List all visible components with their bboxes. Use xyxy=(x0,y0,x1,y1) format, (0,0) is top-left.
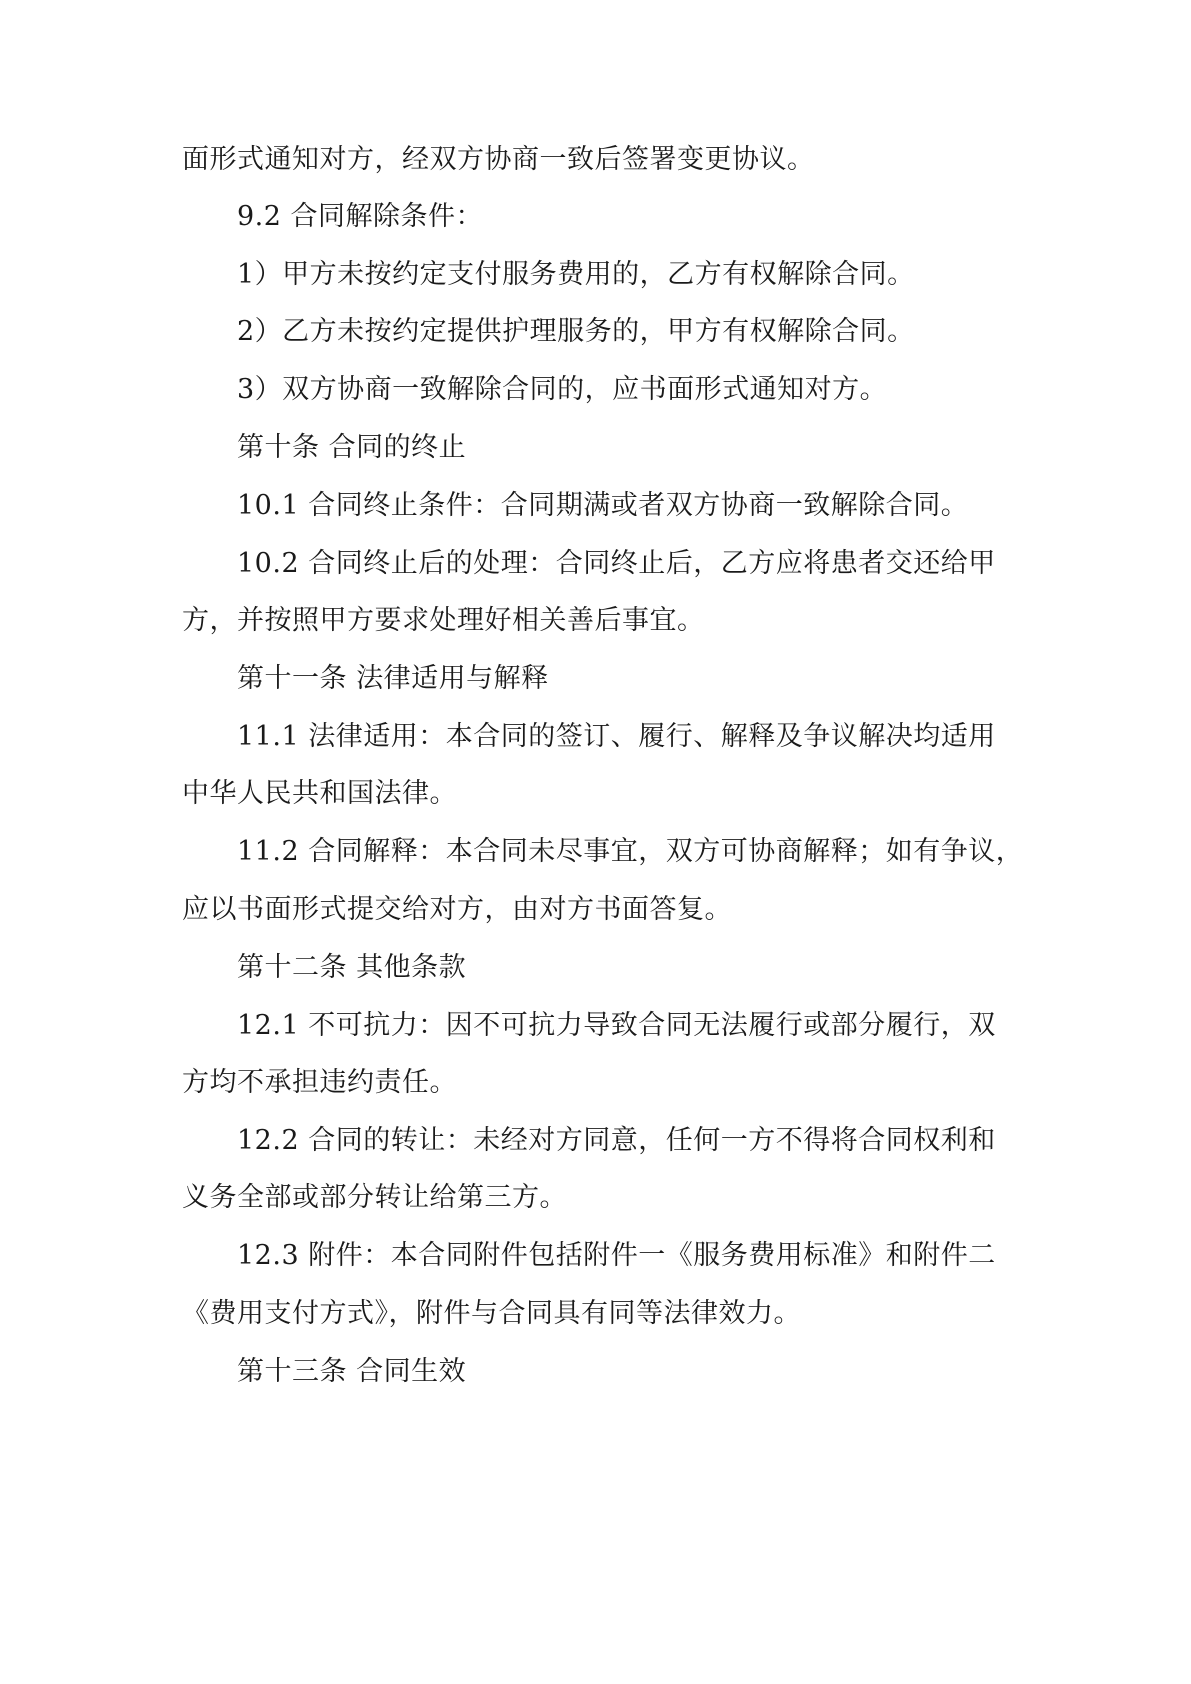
article-heading: 第十三条 合同生效 xyxy=(237,1356,467,1387)
clause-heading: 9.2 合同解除条件： xyxy=(237,201,484,232)
text-line: 3）双方协商一致解除合同的，应书面形式通知对方。 xyxy=(237,374,888,405)
text-line: 1）甲方未按约定支付服务费用的，乙方有权解除合同。 xyxy=(237,259,915,290)
article-heading: 第十条 合同的终止 xyxy=(237,432,467,463)
text-line: 义务全部或部分转让给第三方。 xyxy=(182,1182,567,1213)
text-line: 2）乙方未按约定提供护理服务的，甲方有权解除合同。 xyxy=(237,316,915,347)
text-line: 方均不承担违约责任。 xyxy=(182,1067,457,1098)
text-line: 12.2 合同的转让：未经对方同意，任何一方不得将合同权利和 xyxy=(237,1125,996,1156)
text-line: 12.3 附件：本合同附件包括附件一《服务费用标准》和附件二 xyxy=(237,1240,996,1271)
text-line: 10.1 合同终止条件：合同期满或者双方协商一致解除合同。 xyxy=(237,490,969,521)
text-line: 中华人民共和国法律。 xyxy=(182,778,457,809)
text-line: 方，并按照甲方要求处理好相关善后事宜。 xyxy=(182,605,705,636)
text-line: 11.2 合同解释：本合同未尽事宜，双方可协商解释；如有争议， xyxy=(237,836,1024,867)
text-line: 面形式通知对方，经双方协商一致后签署变更协议。 xyxy=(182,144,815,175)
text-line: 10.2 合同终止后的处理：合同终止后，乙方应将患者交还给甲 xyxy=(237,548,996,579)
text-line: 11.1 法律适用：本合同的签订、履行、解释及争议解决均适用 xyxy=(237,721,996,752)
text-line: 《费用支付方式》，附件与合同具有同等法律效力。 xyxy=(182,1298,801,1329)
article-heading: 第十二条 其他条款 xyxy=(237,952,467,983)
text-line: 应以书面形式提交给对方，由对方书面答复。 xyxy=(182,894,732,925)
article-heading: 第十一条 法律适用与解释 xyxy=(237,663,549,694)
text-line: 12.1 不可抗力：因不可抗力导致合同无法履行或部分履行，双 xyxy=(237,1010,996,1041)
